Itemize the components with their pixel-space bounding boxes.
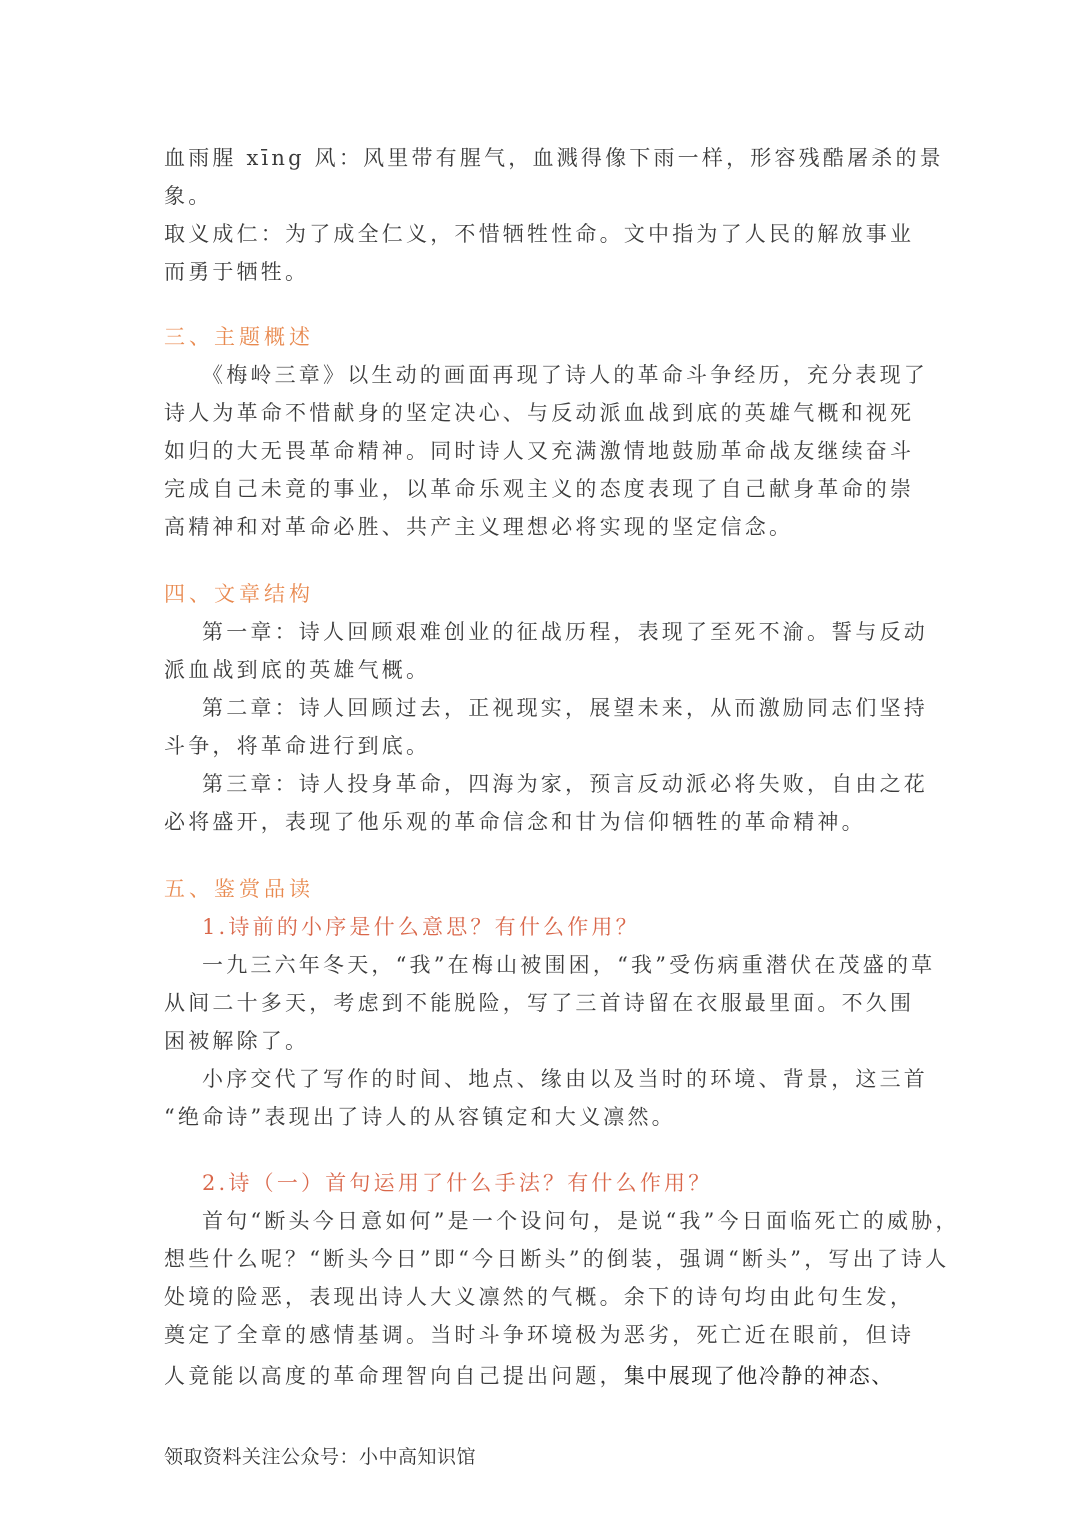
paragraph-line: 斗争，将革命进行到底。 [164, 734, 431, 758]
section-heading: 五、鉴赏品读 [164, 877, 314, 901]
emphasized-text: 集中展现了他冷静的神态、 [623, 1364, 894, 1388]
vocab-line: 血雨腥 xīng 风：风里带有腥气，血溅得像下雨一样，形容残酷屠杀的景 [164, 146, 944, 170]
vocab-line: 取义成仁：为了成全仁义，不惜牺牲性命。文中指为了人民的解放事业 [164, 222, 915, 246]
paragraph-line: 必将盛开，表现了他乐观的革命信念和甘为信仰牺牲的革命精神。 [164, 810, 866, 834]
section-heading: 三、主题概述 [164, 325, 314, 349]
paragraph-line: 《梅岭三章》以生动的画面再现了诗人的革命斗争经历，充分表现了 [202, 363, 928, 387]
paragraph-text: 人竟能以高度的革命理智向自己提出问题， [164, 1364, 624, 1388]
footer-note: 领取资料关注公众号：小中高知识馆 [164, 1446, 477, 1468]
paragraph-line: 奠定了全章的感情基调。当时斗争环境极为恶劣，死亡近在眼前，但诗 [164, 1323, 915, 1347]
paragraph-line: 首句“断头今日意如何”是一个设问句，是说“我”今日面临死亡的威胁， [202, 1209, 960, 1233]
section-heading: 四、文章结构 [164, 582, 314, 606]
paragraph-line [164, 1361, 914, 1391]
paragraph-line: 第一章：诗人回顾艰难创业的征战历程，表现了至死不渝。誓与反动 [202, 620, 928, 644]
paragraph-line: 诗人为革命不惜献身的坚定决心、与反动派血战到底的英雄气概和视死 [164, 401, 915, 425]
vocab-line: 而勇于牺牲。 [164, 260, 310, 284]
paragraph-line: 困被解除了。 [164, 1029, 310, 1053]
paragraph-line: 一九三六年冬天，“我”在梅山被围困，“我”受伤病重潜伏在茂盛的草 [202, 953, 936, 977]
paragraph-line: “绝命诗”表现出了诗人的从容镇定和大义凛然。 [164, 1105, 676, 1129]
paragraph-line: 从间二十多天，考虑到不能脱险，写了三首诗留在衣服最里面。不久围 [164, 991, 915, 1015]
paragraph-line: 派血战到底的英雄气概。 [164, 658, 431, 682]
paragraph-line: 高精神和对革命必胜、共产主义理想必将实现的坚定信念。 [164, 515, 794, 539]
vocab-line: 象。 [164, 184, 213, 208]
paragraph-line: 想些什么呢？“断头今日”即“今日断头”的倒装，强调“断头”，写出了诗人 [164, 1247, 950, 1271]
paragraph-line: 小序交代了写作的时间、地点、缘由以及当时的环境、背景，这三首 [202, 1067, 928, 1091]
question-title: 1.诗前的小序是什么意思？有什么作用？ [202, 915, 640, 939]
paragraph-line: 处境的险恶，表现出诗人大义凛然的气概。余下的诗句均由此句生发， [164, 1285, 915, 1309]
paragraph-line: 第二章：诗人回顾过去，正视现实，展望未来，从而激励同志们坚持 [202, 696, 928, 720]
question-title: 2.诗（一）首句运用了什么手法？有什么作用？ [202, 1171, 713, 1195]
paragraph-line: 完成自己未竟的事业，以革命乐观主义的态度表现了自己献身革命的崇 [164, 477, 915, 501]
paragraph-line: 如归的大无畏革命精神。同时诗人又充满激情地鼓励革命战友继续奋斗 [164, 439, 915, 463]
paragraph-line: 第三章：诗人投身革命，四海为家，预言反动派必将失败，自由之花 [202, 772, 928, 796]
